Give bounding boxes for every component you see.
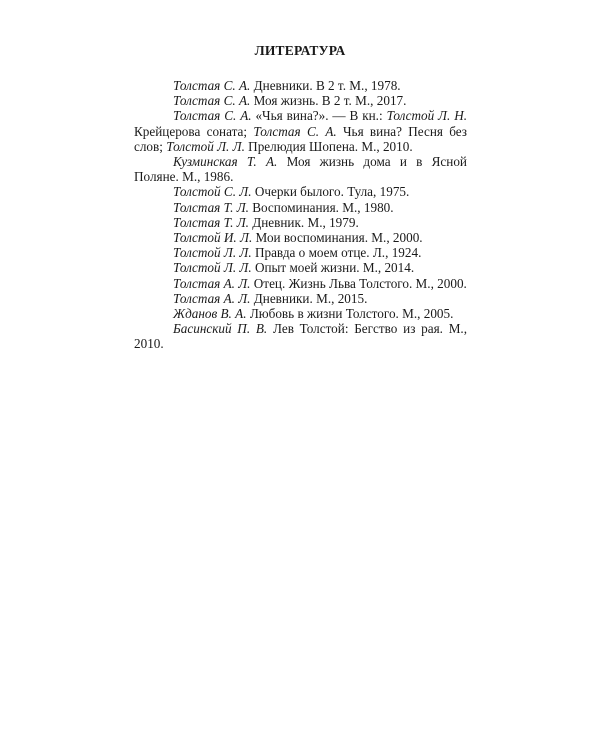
bib-author: Толстой Л. Н. — [386, 108, 468, 124]
bib-entry — [134, 306, 467, 321]
bib-details: Чья вина? Песня без слов; — [134, 123, 468, 154]
bib-author: Толстая Т. Л. — [173, 214, 249, 230]
bib-details: Крейцерова соната; — [134, 123, 248, 139]
bib-author: Жданов В. А. — [173, 306, 247, 322]
bib-author: Толстая Т. Л. — [173, 199, 249, 215]
bib-author: Толстая А. Л. — [173, 290, 251, 306]
bib-author: Толстая С. А. — [173, 93, 251, 109]
bib-details: Моя жизнь дома и в Ясной Поляне. М., 1986. — [134, 154, 467, 185]
bib-entry — [134, 154, 467, 184]
bib-details: Любовь в жизни Толстого. М., 2005. — [249, 306, 454, 322]
bib-details: Очерки былого. Тула, 1975. — [254, 184, 410, 200]
bib-details: Моя жизнь. В 2 т. М., 2017. — [253, 93, 407, 109]
bib-entry — [134, 78, 467, 93]
bib-author: Толстой С. Л. — [173, 184, 252, 200]
bib-entry — [134, 200, 467, 215]
bib-author: Толстой Л. Л. — [173, 260, 252, 276]
bib-details: Дневники. В 2 т. М., 1978. — [253, 78, 401, 93]
bib-entry — [134, 276, 467, 291]
bib-author: Толстой И. Л. — [173, 230, 253, 246]
bib-entry — [134, 260, 467, 275]
bib-details: «Чья вина?». — В кн.: — [255, 108, 383, 124]
bib-author: Толстой Л. Л. — [166, 138, 245, 154]
bib-entry — [134, 245, 467, 260]
bib-entry — [134, 215, 467, 230]
bib-details: Правда о моем отце. Л., 1924. — [254, 245, 422, 261]
bib-entry — [134, 291, 467, 306]
bib-entry — [134, 184, 467, 199]
bib-details: Дневник. М., 1979. — [252, 214, 359, 230]
bib-details: Мои воспоминания. М., 2000. — [255, 230, 423, 246]
bib-entry — [134, 230, 467, 245]
bib-details: Дневники. М., 2015. — [253, 290, 368, 306]
bib-entry — [134, 321, 467, 351]
bib-details: Прелюдия Шопена. М., 2010. — [248, 138, 413, 154]
bib-author: Толстая С. А. — [253, 123, 337, 139]
bib-entry — [134, 93, 467, 108]
bib-author: Толстой Л. Л. — [173, 245, 252, 261]
bibliography-list — [134, 78, 467, 352]
bib-author: Басинский П. В. — [173, 321, 268, 337]
bib-author: Кузминская Т. А. — [173, 154, 278, 170]
bib-details: Воспоминания. М., 1980. — [252, 199, 394, 215]
bib-entry — [134, 108, 467, 154]
bib-details: Опыт моей жизни. М., 2014. — [254, 260, 415, 276]
page-title: ЛИТЕРАТУРА — [254, 43, 346, 58]
bib-author: Толстая С. А. — [173, 78, 251, 93]
bib-author: Толстая А. Л. — [173, 275, 251, 291]
bib-details: Лев Толстой: Бегство из рая. М., 2010. — [134, 321, 468, 352]
bib-details: Отец. Жизнь Льва Толстого. М., 2000. — [253, 275, 467, 291]
bib-author: Толстая С. А. — [173, 108, 252, 124]
